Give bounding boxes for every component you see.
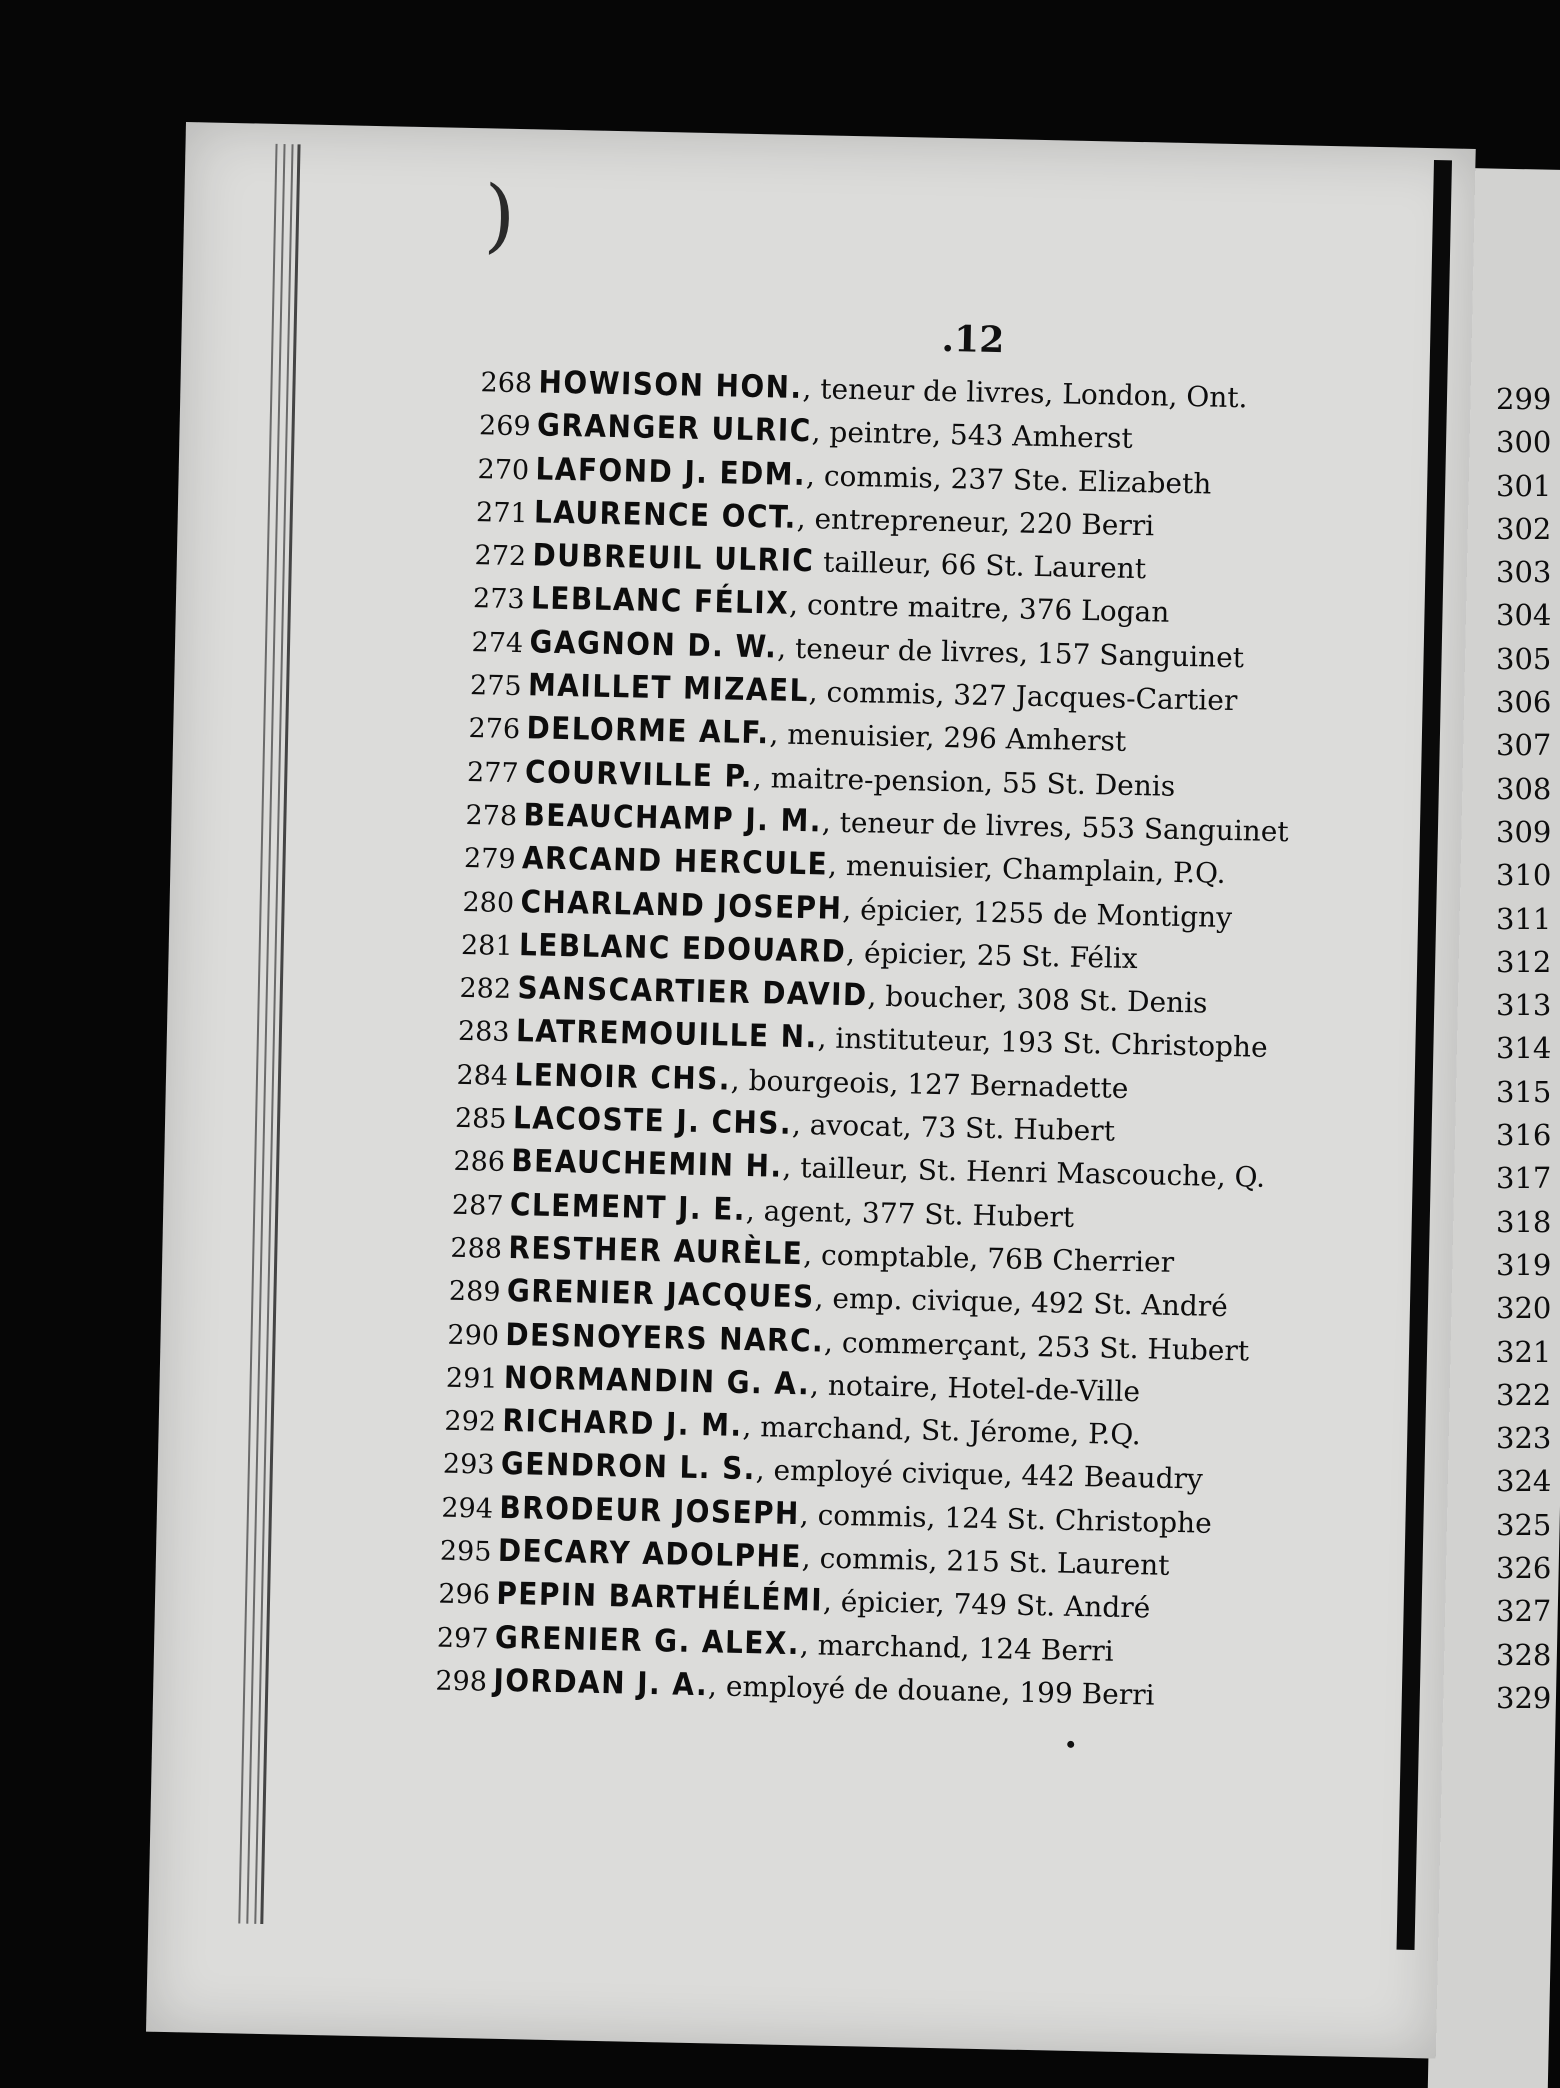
- entry-name: GENDRON L. S.: [500, 1446, 757, 1488]
- entry-details: , emp. civique, 492 St. André: [814, 1281, 1229, 1324]
- ink-dot: [1067, 1741, 1074, 1748]
- facing-entry-number: 324: [1496, 1464, 1552, 1499]
- entry-number: 292: [444, 1405, 497, 1438]
- entry-name: NORMANDIN G. A.: [503, 1359, 811, 1403]
- facing-entry-number: 314: [1496, 1031, 1552, 1066]
- entry-name: LAFOND J. EDM.: [535, 450, 807, 493]
- entry-name: DESNOYERS NARC.: [505, 1316, 825, 1360]
- page-number: .12: [941, 317, 1005, 362]
- entry-name: LACOSTE J. CHS.: [512, 1100, 793, 1142]
- entry-name: GRENIER G. ALEX.: [494, 1619, 801, 1662]
- facing-entry-number: 315: [1496, 1074, 1552, 1109]
- entry-details: , bourgeois, 127 Bernadette: [730, 1063, 1129, 1105]
- facing-entry-number: 301: [1496, 468, 1552, 503]
- entry-number: 288: [450, 1232, 503, 1265]
- entry-details: , employé civique, 442 Beaudry: [755, 1453, 1204, 1497]
- entry-number: 295: [439, 1535, 492, 1568]
- entry-details: , peintre, 543 Amherst: [811, 415, 1133, 456]
- facing-entry-number: 323: [1496, 1421, 1552, 1456]
- entry-details: , menuisier, Champlain, P.Q.: [827, 848, 1226, 891]
- entry-name: DELORME ALF.: [526, 710, 770, 752]
- entry-name: SANSCARTIER DAVID: [517, 970, 868, 1014]
- entry-details: , boucher, 308 St. Denis: [867, 979, 1208, 1020]
- entry-details: , comptable, 76B Cherrier: [802, 1238, 1175, 1279]
- entry-details: , marchand, St. Jérome, P.Q.: [742, 1410, 1142, 1452]
- facing-entry-number: 299: [1496, 382, 1552, 416]
- entry-number: 287: [451, 1189, 504, 1222]
- entry-number: 294: [441, 1492, 494, 1525]
- entry-name: DECARY ADOLPHE: [497, 1532, 803, 1576]
- facing-entry-number: 300: [1496, 425, 1552, 460]
- entry-details: , commis, 237 Ste. Elizabeth: [805, 458, 1212, 501]
- facing-entry-number: 321: [1496, 1334, 1552, 1369]
- facing-page-numbers: [1496, 378, 1560, 1720]
- entry-number: 273: [472, 583, 525, 616]
- facing-entry-number: 307: [1496, 728, 1552, 763]
- facing-entry-number: 326: [1496, 1551, 1552, 1586]
- entry-name: CLEMENT J. E.: [509, 1186, 747, 1228]
- facing-entry-number: 328: [1496, 1637, 1552, 1672]
- entry-name: LATREMOUILLE N.: [515, 1013, 819, 1056]
- entry-name: BEAUCHEMIN H.: [511, 1143, 783, 1186]
- facing-entry-number: 312: [1496, 944, 1552, 979]
- entry-number: 276: [468, 713, 521, 746]
- entry-details: , notaire, Hotel-de-Ville: [809, 1368, 1141, 1409]
- entry-name: DUBREUIL ULRIC: [532, 537, 815, 580]
- entry-number: 271: [475, 497, 528, 530]
- entry-name: GRENIER JACQUES: [506, 1273, 816, 1316]
- entry-details: , agent, 377 St. Hubert: [745, 1193, 1075, 1234]
- entry-name: LAURENCE OCT.: [533, 494, 798, 536]
- entry-name: LEBLANC FÉLIX: [530, 580, 790, 623]
- entry-number: 291: [445, 1362, 498, 1395]
- facing-entry-number: 322: [1496, 1377, 1552, 1412]
- facing-entry-number: 316: [1496, 1118, 1552, 1153]
- entry-details: , instituteur, 193 St. Christophe: [817, 1021, 1268, 1065]
- entry-name: LEBLANC EDOUARD: [518, 927, 847, 970]
- facing-entry-number: 320: [1496, 1291, 1552, 1326]
- entry-details: , employé de douane, 199 Berri: [707, 1669, 1155, 1712]
- entry-details: , entrepreneur, 220 Berri: [796, 501, 1155, 543]
- entry-name: GRANGER ULRIC: [536, 407, 813, 450]
- entry-number: 298: [435, 1665, 488, 1698]
- entry-details: , épicier, 25 St. Félix: [845, 935, 1139, 975]
- entry-name: GAGNON D. W.: [529, 624, 778, 666]
- entry-number: 281: [460, 929, 513, 962]
- entry-number: 272: [474, 540, 527, 573]
- entry-name: PEPIN BARTHÉLÉMI: [496, 1576, 824, 1619]
- entry-number: 286: [453, 1146, 506, 1179]
- facing-entry-number: 302: [1496, 511, 1552, 546]
- entry-number: 269: [478, 410, 531, 443]
- entry-number: 296: [438, 1578, 491, 1611]
- entry-details: , teneur de livres, London, Ont.: [802, 371, 1248, 415]
- entry-name: HOWISON HON.: [538, 364, 803, 406]
- entry-number: 293: [442, 1449, 495, 1482]
- entry-name: ARCAND HERCULE: [521, 840, 829, 883]
- facing-entry-number: 311: [1496, 901, 1552, 936]
- entry-name: MAILLET MIZAEL: [527, 667, 810, 710]
- entry-details: , épicier, 749 St. André: [822, 1584, 1151, 1625]
- facing-entry-number: 313: [1496, 988, 1552, 1023]
- entry-details: , teneur de livres, 553 Sanguinet: [821, 805, 1289, 849]
- entry-number: 270: [477, 453, 530, 486]
- entry-number: 290: [447, 1319, 500, 1352]
- entry-number: 274: [471, 626, 524, 659]
- entry-number: 280: [462, 886, 515, 919]
- entry-details: , contre maitre, 376 Logan: [788, 588, 1170, 630]
- facing-entry-number: 325: [1496, 1507, 1552, 1542]
- facing-entry-number: 318: [1496, 1204, 1552, 1239]
- entry-details: tailleur, 66 St. Laurent: [814, 545, 1147, 586]
- entry-name: JORDAN J. A.: [493, 1662, 709, 1704]
- entry-name: CHARLAND JOSEPH: [520, 883, 843, 927]
- entry-number: 275: [469, 670, 522, 703]
- facing-entry-number: 305: [1496, 641, 1552, 676]
- entry-number: 283: [457, 1016, 510, 1049]
- facing-entry-number: 304: [1496, 598, 1552, 633]
- entry-details: , tailleur, St. Henri Mascouche, Q.: [782, 1151, 1266, 1195]
- entry-name: RESTHER AURÈLE: [508, 1229, 804, 1273]
- facing-entry-number: 310: [1496, 858, 1552, 893]
- entry-number: 279: [463, 843, 516, 876]
- entry-number: 297: [436, 1622, 489, 1655]
- facing-entry-number: 309: [1496, 814, 1552, 849]
- entry-number: 284: [456, 1059, 509, 1092]
- entry-name: COURVILLE P.: [524, 753, 754, 795]
- entry-details: , commis, 327 Jacques-Cartier: [808, 675, 1238, 718]
- entry-number: 278: [465, 799, 518, 833]
- entry-number: 282: [459, 973, 512, 1006]
- directory-entries: [435, 360, 1541, 1724]
- facing-entry-number: 303: [1496, 555, 1552, 590]
- entry-details: , teneur de livres, 157 Sanguinet: [776, 631, 1245, 675]
- page-edge-lines: [238, 144, 301, 1924]
- facing-entry-number: 317: [1496, 1161, 1552, 1196]
- entry-details: , commis, 215 St. Laurent: [801, 1541, 1170, 1582]
- facing-entry-number: 306: [1496, 685, 1552, 720]
- facing-entry-number: 319: [1496, 1247, 1552, 1282]
- entry-details: , marchand, 124 Berri: [799, 1627, 1115, 1668]
- entry-name: BRODEUR JOSEPH: [499, 1489, 801, 1532]
- entry-details: , avocat, 73 St. Hubert: [791, 1107, 1116, 1148]
- entry-number: 289: [448, 1276, 501, 1309]
- facing-entry-number: 308: [1496, 771, 1552, 806]
- entry-number: 277: [466, 756, 519, 789]
- left-page: [146, 122, 1476, 2059]
- entry-details: , épicier, 1255 de Montigny: [842, 892, 1233, 934]
- entry-details: , menuisier, 296 Amherst: [769, 717, 1127, 759]
- facing-entry-number: 327: [1496, 1594, 1552, 1629]
- entry-details: , maitre-pension, 55 St. Denis: [752, 760, 1176, 803]
- facing-entry-number: 329: [1496, 1680, 1552, 1715]
- entry-name: RICHARD J. M.: [502, 1403, 743, 1445]
- entry-details: , commerçant, 253 St. Hubert: [823, 1325, 1250, 1368]
- entry-number: 268: [480, 367, 533, 400]
- entry-number: 285: [454, 1102, 507, 1135]
- entry-name: LENOIR CHS.: [514, 1056, 732, 1098]
- margin-bracket-mark: ): [483, 168, 517, 262]
- entry-name: BEAUCHAMP J. M.: [523, 797, 823, 840]
- entry-details: , commis, 124 St. Christophe: [799, 1497, 1213, 1540]
